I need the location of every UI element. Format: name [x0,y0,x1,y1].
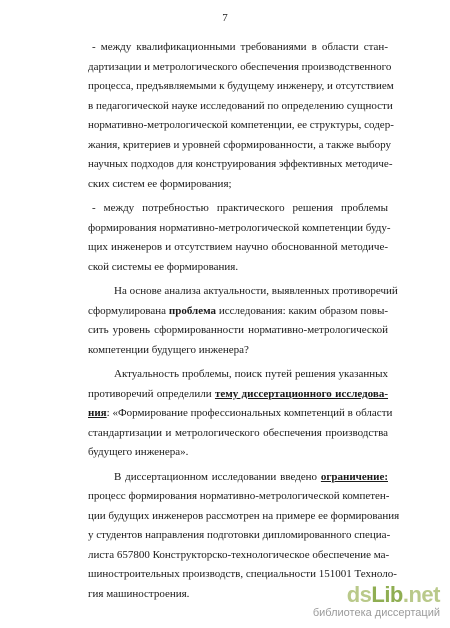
text-line: в педагогической науке исследований по определению сущности [88,99,393,112]
limitation-term: ограничение: [320,470,388,483]
text-line [88,404,393,424]
watermark-logo-ds: ds [346,582,372,607]
text-line: Актуальность проблемы, поиск путей решения указанных [114,368,388,380]
text-line [88,385,388,405]
text-line: процесс формирования нормативно-метрологической компетен- [88,490,390,502]
text-line: - между квалификационными требованиями в области стан- [92,41,388,53]
text-line: научных подходов для конструирования эффективных методиче- [88,158,393,170]
text-line: формирования нормативно-метрологической компетенции буду- [88,221,391,234]
text-line: гия машиностроения. [88,587,190,600]
page-number: 7 [222,12,228,24]
text-line [88,302,388,322]
paragraph-contradiction-1 [88,38,394,194]
text-line: ции будущих инженеров рассмотрен на примере ее формирования [88,509,400,522]
text-line: шиностроительных производств, специальности 151001 Техноло- [88,568,397,580]
watermark-logo-lib: Lib [371,582,403,607]
watermark-subtitle: библиотека диссертаций [312,607,440,619]
document-body [88,38,400,609]
text-fragment: сформулирована [88,304,167,317]
text-fragment: исследования: каким образом повы- [218,304,389,317]
text-line: щих инженеров и отсутствием научно обоснованной методиче- [88,241,388,253]
text-line: у студентов направления подготовки дипломированного специа- [88,529,391,541]
problem-term: проблема [168,304,217,317]
paragraph-theme [88,365,393,463]
paragraph-problem [88,282,398,360]
text-fragment: В диссертационном исследовании введено [114,470,318,483]
text-line: нормативно-метрологической компетенции, ее структуры, содер- [88,119,394,131]
theme-term: тему диссертационного исследова- [214,387,389,400]
text-line: дартизации и метрологического обеспечения производственного [88,60,392,73]
text-line: ских систем ее формирования; [88,177,232,190]
text-line: - между потребностью практического решения проблемы [92,202,388,214]
text-line: будущего инженера». [88,446,189,458]
text-line: сить уровень сформированности нормативно-метрологической [88,324,388,336]
text-line: На основе анализа актуальности, выявленных противоречий [114,285,398,297]
paragraph-contradiction-2 [88,199,391,277]
text-line: стандартизации и метрологического обеспечения производства [88,426,388,439]
text-line [88,468,388,488]
watermark-logo [313,583,440,607]
watermark-logo-net: .net [402,582,440,607]
theme-term-end: ния [88,407,107,419]
text-fragment: : «Формирование профессиональных компетенций в области [106,407,393,419]
watermark [313,583,440,620]
text-line: листа 657800 Конструкторско-технологическое обеспечение ма- [88,548,390,561]
text-fragment: противоречий определили [88,387,212,400]
text-line: жания, критериев и уровней сформированности, а также выбору [88,138,391,151]
text-line: ской системы ее формирования. [88,260,239,273]
text-line: процесса, предъявляемыми к будущему инженеру, и отсутствием [88,80,394,92]
text-line: компетенции будущего инженера? [88,343,249,356]
